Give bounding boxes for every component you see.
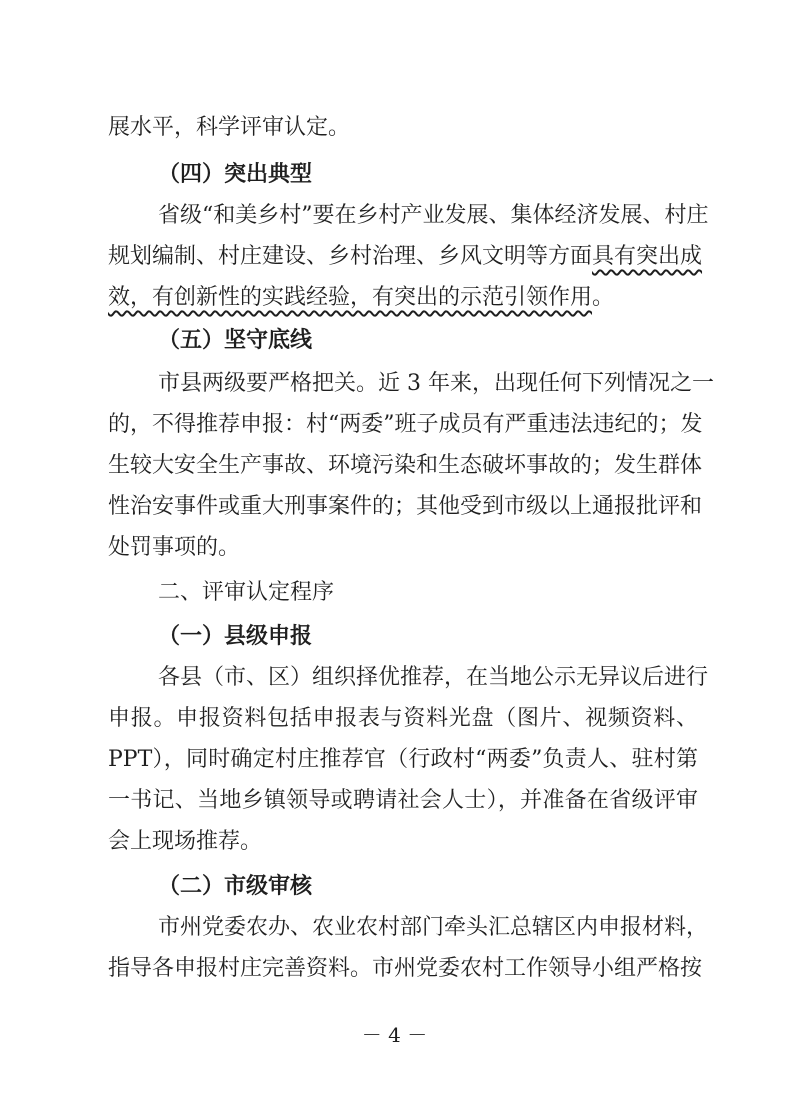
section-heading-5: （五）坚守底线 [158,327,313,353]
paragraph-line: 省级“和美乡村”要在乡村产业发展、集体经济发展、村庄 [158,203,709,228]
paragraph-line: 一书记、当地乡镇领导或聘请社会人士），并准备在省级评审 [108,788,698,813]
section-heading-2: （二）市级审核 [158,873,313,899]
paragraph-line: 的，不得推荐申报：村“两委”班子成员有严重违法违纪的；发 [108,412,703,437]
paragraph-line: 指导各申报村庄完善资料。市州党委农村工作领导小组严格按 [108,956,703,981]
section-heading-4: （四）突出典型 [158,161,313,187]
paragraph-line: 各县（市、区）组织择优推荐，在当地公示无异议后进行 [158,665,709,690]
paragraph-line-mixed [108,243,703,271]
paragraph-line: 性治安事件或重大刑事案件的；其他受到市级以上通报批评和 [108,494,703,519]
paragraph-line: 申报。申报资料包括申报表与资料光盘（图片、视频资料、 [108,706,698,731]
paragraph-line: PPT），同时确定村庄推荐官（行政村“两委”负责人、驻村第 [108,747,698,772]
text-span: 规划编制、村庄建设、乡村治理、乡风文明等方面 [108,244,593,269]
paragraph-line: 展水平，科学评审认定。 [108,115,351,140]
text-span: 。 [592,285,615,310]
page-number: － 4 － [361,1023,428,1047]
paragraph-line: 处罚事项的。 [108,535,241,560]
chapter-heading-2: 二、评审认定程序 [158,580,335,605]
section-heading-1: （一）县级申报 [158,623,313,649]
paragraph-line: 会上现场推荐。 [108,829,263,854]
paragraph-line: 生较大安全生产事故、环境污染和生态破坏事故的；发生群体 [108,453,703,478]
paragraph-line: 市县两级要严格把关。近 3 年来，出现任何下列情况之一 [158,371,714,396]
paragraph-line-mixed [108,284,698,312]
wavy-underlined-text: 具有突出成 [592,244,703,269]
paragraph-line: 市州党委农办、农业农村部门牵头汇总辖区内申报材料， [158,915,709,940]
wavy-underlined-text: 效，有创新性的实践经验，有突出的示范引领作用 [108,285,593,310]
